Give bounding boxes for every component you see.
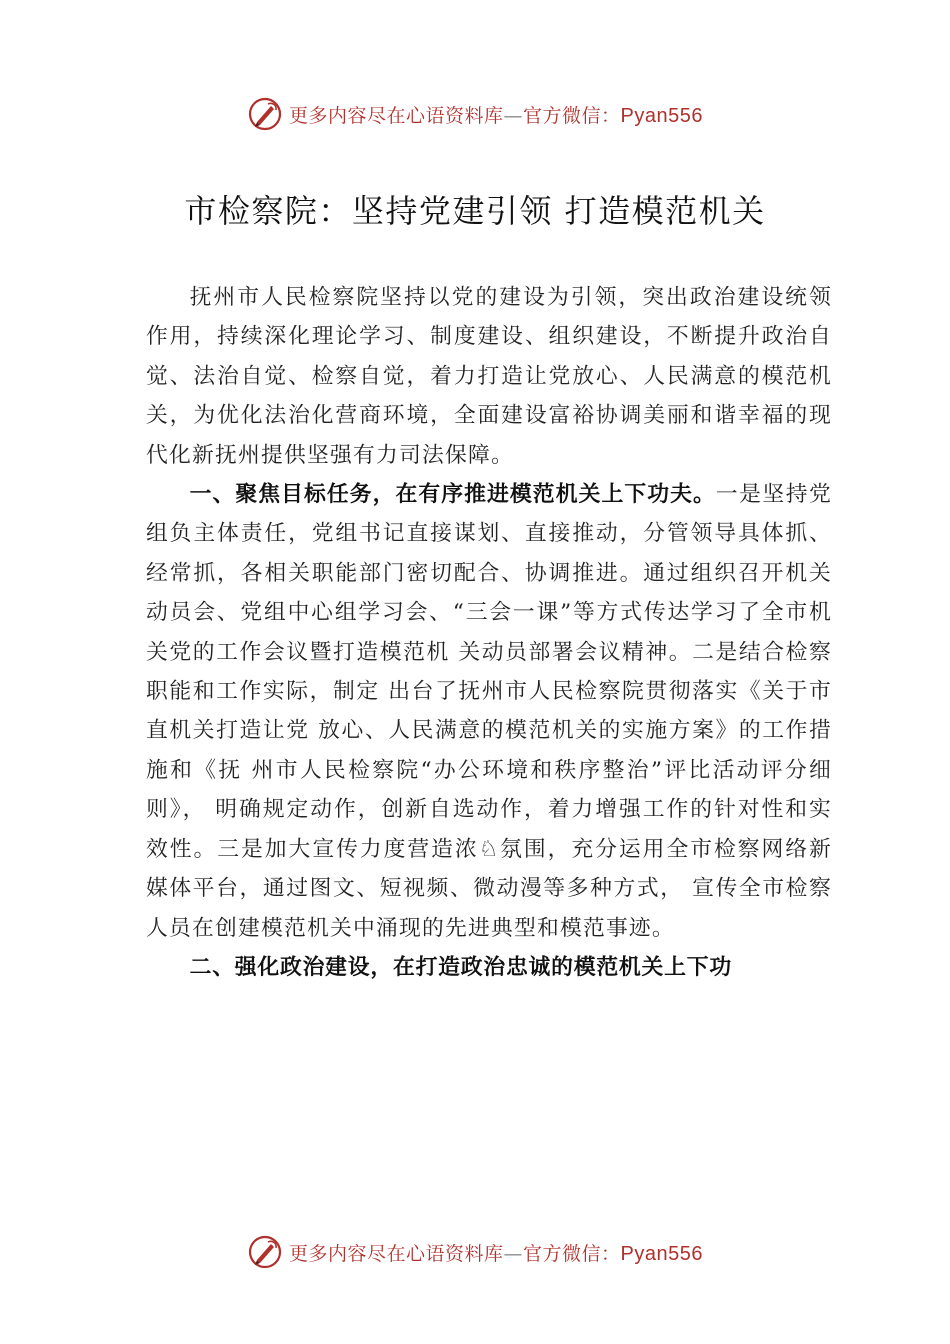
section-2-paragraph [146,948,832,987]
pen-logo-icon [247,96,283,132]
section-1-paragraph [146,475,832,948]
footer-banner [0,1232,950,1272]
intro-paragraph: 抚州市人民检察院坚持以党的建设为引领，突出政治建设统领作用，持续深化理论学习、制度建设、组织建设，不断提升政治自觉、法治自觉、检察自觉，着力打造让党放心、人民满意的模范机关，为优化法治化营商环境，全面建设富裕协调美丽和谐幸福的现代化新抚州提供坚强有力司法保障。 [146,285,832,468]
pen-logo-icon [247,1234,283,1270]
section-1-body: 一是坚持党组负主体责任，党组书记直接谋划、直接推动，分管领导具体抓、经常抓，各相关职能部门密切配合、协调推进。通过组织召开机关动员会、党组中心组学习会、“三会一课”等方式传达学习了全市机关党的工作会议暨打造模范机 关动员部署会议精神。二是结合检察职能和工作实际，制定 出台了抚州市人民检察院贯彻落实《关于市直机关打造让党 放心、人民满意的模范机关的实施方案》的工作措施和《抚 州市人民检察院“办公环境和秩序整治”评比活动评分细则》， 明确规定动作，创新自选动作，着力增强工作的针对性和实效性。三是加大宣传力度营造浓♘氛围，充分运用全市检察网络新媒体平台，通过图文、短视频、微动漫等多种方式， 宣传全市检察人员在创建模范机关中涌现的先进典型和模范事迹。 [146,482,832,941]
brand-text: 更多内容尽在心语资料库 [289,1242,504,1265]
section-1-heading: 一、聚焦目标任务，在有序推进模范机关上下功夫。 [189,482,716,508]
document-body [146,278,832,987]
banner-separator: — [503,104,524,127]
section-2-heading: 二、强化政治建设，在打造政治忠诚的模范机关上下功 [189,954,732,980]
account-label: 官方微信： [523,1242,621,1265]
header-banner [0,94,950,134]
account-label: 官方微信： [523,104,621,127]
banner-text [289,101,703,128]
document-title: 市检察院：坚持党建引领 打造模范机关 [184,192,766,230]
brand-text: 更多内容尽在心语资料库 [289,104,504,127]
banner-text [289,1239,703,1266]
banner-separator: — [503,1242,524,1265]
account-id: Pyan556 [620,1242,703,1265]
account-id: Pyan556 [620,104,703,127]
